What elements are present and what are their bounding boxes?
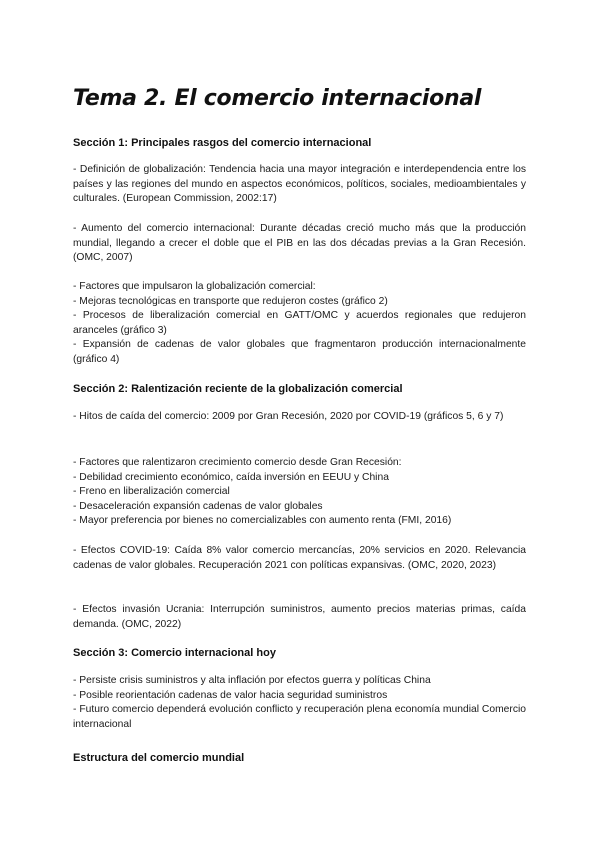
section-2-factors-list <box>73 456 526 529</box>
section-4-heading: Estructura del comercio mundial <box>73 752 245 764</box>
section-3-heading: Sección 3: Comercio internacional hoy <box>73 647 276 659</box>
section-2-heading: Sección 2: Ralentización reciente de la globalización comercial <box>73 383 403 395</box>
list-item: - Factores que ralentizaron crecimiento comercio desde Gran Recesión: <box>73 457 402 468</box>
section-1-paragraph-globalization: - Definición de globalización: Tendencia hacia una mayor integración e interdependencia entre los países y las regiones del mundo en aspectos económicos, políticos, sociales, medioambientales y culturales. (European Commission, 2002:17) <box>73 164 526 205</box>
section-2-paragraph-milestones: - Hitos de caída del comercio: 2009 por Gran Recesión, 2020 por COVID-19 (gráficos 5, 6 y 7) <box>73 411 504 422</box>
section-3-list <box>73 674 526 732</box>
list-item: - Factores que impulsaron la globalización comercial: <box>73 281 316 292</box>
list-item: - Mejoras tecnológicas en transporte que redujeron costes (gráfico 2) <box>73 295 388 307</box>
list-item: - Expansión de cadenas de valor globales que fragmentaron producción internacionalmente (gráfico 4) <box>73 339 526 365</box>
page-title: Tema 2. El comercio internacional <box>73 86 482 111</box>
list-item: - Debilidad crecimiento económico, caída inversión en EEUU y China <box>73 471 389 483</box>
section-2-paragraph-ukraine: - Efectos invasión Ucrania: Interrupción suministros, aumento precios materias primas, caída demanda. (OMC, 2022) <box>73 604 526 630</box>
list-item: - Procesos de liberalización comercial en GATT/OMC y acuerdos regionales que redujeron aranceles (gráfico 3) <box>73 310 526 336</box>
section-2-paragraph-covid: - Efectos COVID-19: Caída 8% valor comercio mercancías, 20% servicios en 2020. Relevancia cadenas de valor globales. Recuperación 2021 con políticas expansivas. (OMC, 2020, 2023) <box>73 545 526 571</box>
section-1-heading: Sección 1: Principales rasgos del comercio internacional <box>73 137 372 149</box>
list-item: - Desaceleración expansión cadenas de valor globales <box>73 500 323 512</box>
section-1-factors-list <box>73 280 526 368</box>
list-item: - Futuro comercio dependerá evolución conflicto y recuperación plena economía mundial Comercio internacional <box>73 704 526 730</box>
list-item: - Freno en liberalización comercial <box>73 486 230 498</box>
list-item: - Mayor preferencia por bienes no comercializables con aumento renta (FMI, 2016) <box>73 515 452 527</box>
section-1-paragraph-trade-growth: - Aumento del comercio internacional: Durante décadas creció mucho más que la producción mundial, llegando a crecer el doble que el PIB en las dos décadas previas a la Gran Recesión. (OMC, 2007) <box>73 223 526 264</box>
list-item: - Posible reorientación cadenas de valor hacia seguridad suministros <box>73 689 388 701</box>
list-item: - Persiste crisis suministros y alta inflación por efectos guerra y políticas China <box>73 675 431 686</box>
